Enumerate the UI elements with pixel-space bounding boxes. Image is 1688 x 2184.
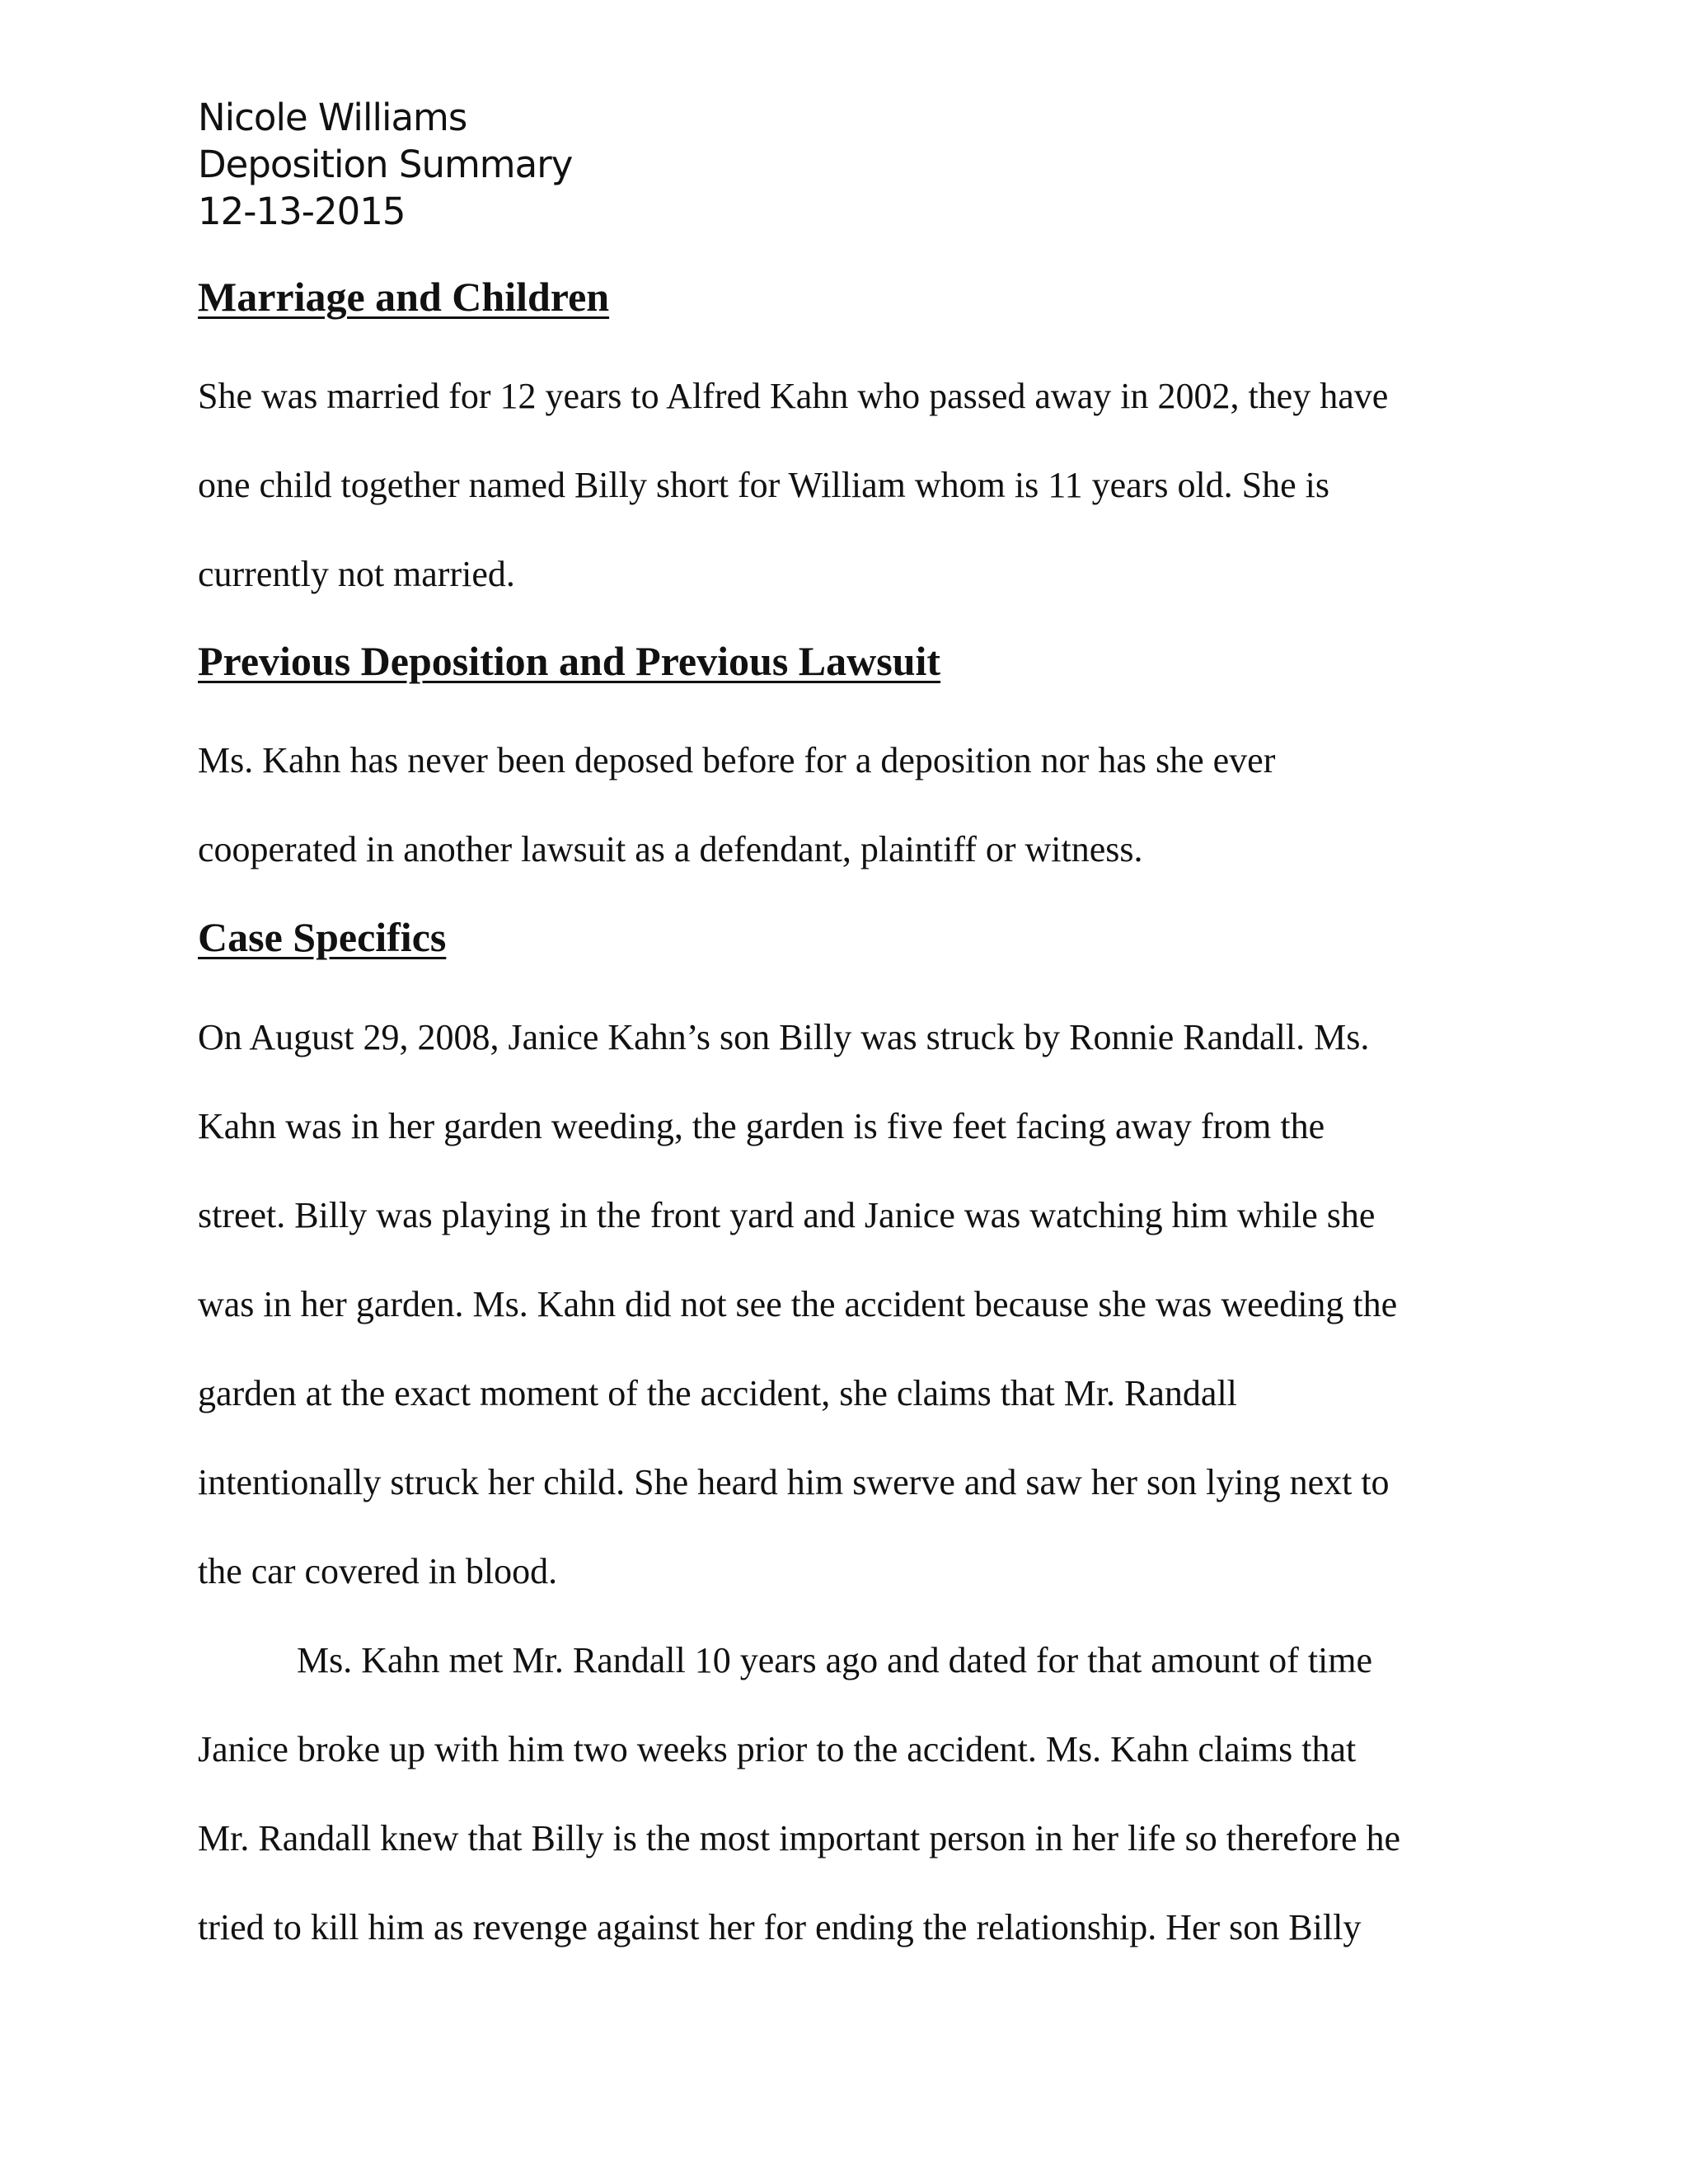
section-heading-previous-deposition: Previous Deposition and Previous Lawsuit	[198, 638, 941, 684]
paragraph-line: She was married for 12 years to Alfred Kahn who passed away in 2002, they have	[198, 376, 1389, 416]
paragraph-line: Ms. Kahn has never been deposed before for a deposition nor has she ever	[198, 740, 1276, 780]
section-body-case-specifics	[198, 993, 1484, 1972]
paragraph-line: the car covered in blood.	[198, 1551, 558, 1591]
document-date: 12-13-2015	[198, 190, 406, 233]
paragraph-line: Janice broke up with him two weeks prior to the accident. Ms. Kahn claims that	[198, 1729, 1357, 1769]
section-body-previous-deposition	[198, 716, 1484, 894]
section-body-marriage	[198, 352, 1484, 619]
paragraph-line: Kahn was in her garden weeding, the garden is five feet facing away from the	[198, 1106, 1325, 1146]
document-header	[198, 94, 940, 235]
paragraph-line: was in her garden. Ms. Kahn did not see the accident because she was weeding the	[198, 1284, 1398, 1324]
paragraph-line: one child together named Billy short for William whom is 11 years old. She is	[198, 465, 1330, 505]
paragraph-line: tried to kill him as revenge against her for ending the relationship. Her son Billy	[198, 1907, 1362, 1947]
section-heading-case-specifics: Case Specifics	[198, 914, 447, 960]
paragraph-line: currently not married.	[198, 554, 515, 594]
author-name: Nicole Williams	[198, 96, 467, 139]
section-heading-marriage: Marriage and Children	[198, 274, 610, 320]
paragraph-line: Ms. Kahn met Mr. Randall 10 years ago and dated for that amount of time	[297, 1640, 1373, 1680]
paragraph-line: intentionally struck her child. She heard him swerve and saw her son lying next to	[198, 1462, 1390, 1502]
paragraph-line: Mr. Randall knew that Billy is the most important person in her life so therefore he	[198, 1818, 1401, 1858]
document-title: Deposition Summary	[198, 143, 573, 186]
paragraph-line: garden at the exact moment of the accident, she claims that Mr. Randall	[198, 1373, 1237, 1413]
paragraph-line: On August 29, 2008, Janice Kahn’s son Billy was struck by Ronnie Randall. Ms.	[198, 1017, 1370, 1057]
paragraph-line: street. Billy was playing in the front yard and Janice was watching him while she	[198, 1195, 1376, 1235]
paragraph-line: cooperated in another lawsuit as a defendant, plaintiff or witness.	[198, 829, 1143, 869]
